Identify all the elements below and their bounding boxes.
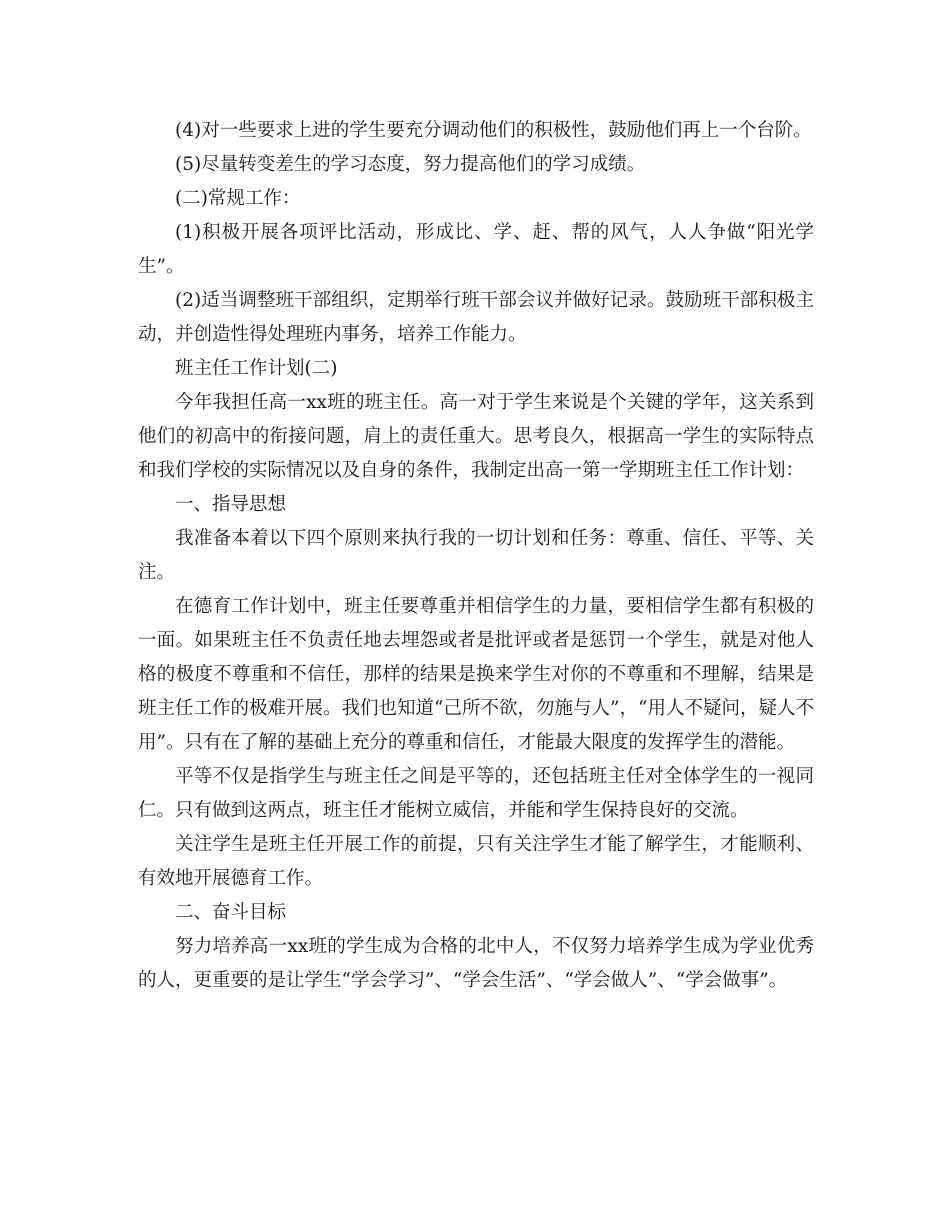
paragraph-attention: 关注学生是班主任开展工作的前提，只有关注学生才能了解学生，才能顺利、有效地开展德育工作。 [138,834,814,889]
paragraph-principles: 我准备本着以下四个原则来执行我的一切计划和任务：尊重、信任、平等、关注。 [138,528,814,583]
paragraph-routine-2: (2)适当调整班干部组织，定期举行班干部会议并做好记录。鼓励班干部积极主动，并创造性得处理班内事务，培养工作能力。 [138,290,814,345]
paragraph-item-5: (5)尽量转变差生的学习态度，努力提高他们的学习成绩。 [175,154,646,175]
paragraph-respect: 在德育工作计划中，班主任要尊重并相信学生的力量，要相信学生都有积极的一面。如果班主任不负责任地去埋怨或者是批评或者是惩罚一个学生，就是对他人格的极度不尊重和不信任，那样的结果是换来学生对你的不尊重和不理解，结果是班主任工作的极难开展。我们也知道“己所不欲，勿施与人”，“用人不疑问，疑人不用”。只有在了解的基础上充分的尊重和信任，才能最大限度的发挥学生的潜能。 [138,596,814,753]
paragraph-routine-1: (1)积极开展各项评比活动，形成比、学、赶、帮的风气，人人争做“阳光学生”。 [138,222,814,277]
section-heading-routine-work: (二)常规工作： [175,188,301,209]
plan-title: 班主任工作计划(二) [175,358,338,379]
paragraph-intro: 今年我担任高一xx班的班主任。高一对于学生来说是个关键的学年，这关系到他们的初高中的衔接问题，肩上的责任重大。思考良久，根据高一学生的实际特点和我们学校的实际情况以及自身的条件，我制定出高一第一学期班主任工作计划： [138,392,814,481]
section-heading-goals: 二、奋斗目标 [175,902,287,923]
section-heading-guiding-thought: 一、指导思想 [175,494,287,515]
document-body [138,114,814,998]
paragraph-equality: 平等不仅是指学生与班主任之间是平等的，还包括班主任对全体学生的一视同仁。只有做到这两点，班主任才能树立威信，并能和学生保持良好的交流。 [138,766,814,821]
paragraph-item-4: (4)对一些要求上进的学生要充分调动他们的积极性，鼓励他们再上一个台阶。 [175,120,812,141]
paragraph-goals: 努力培养高一xx班的学生成为合格的北中人，不仅努力培养学生成为学业优秀的人，更重要的是让学生“学会学习”、“学会生活”、“学会做人”、“学会做事”。 [138,936,814,991]
